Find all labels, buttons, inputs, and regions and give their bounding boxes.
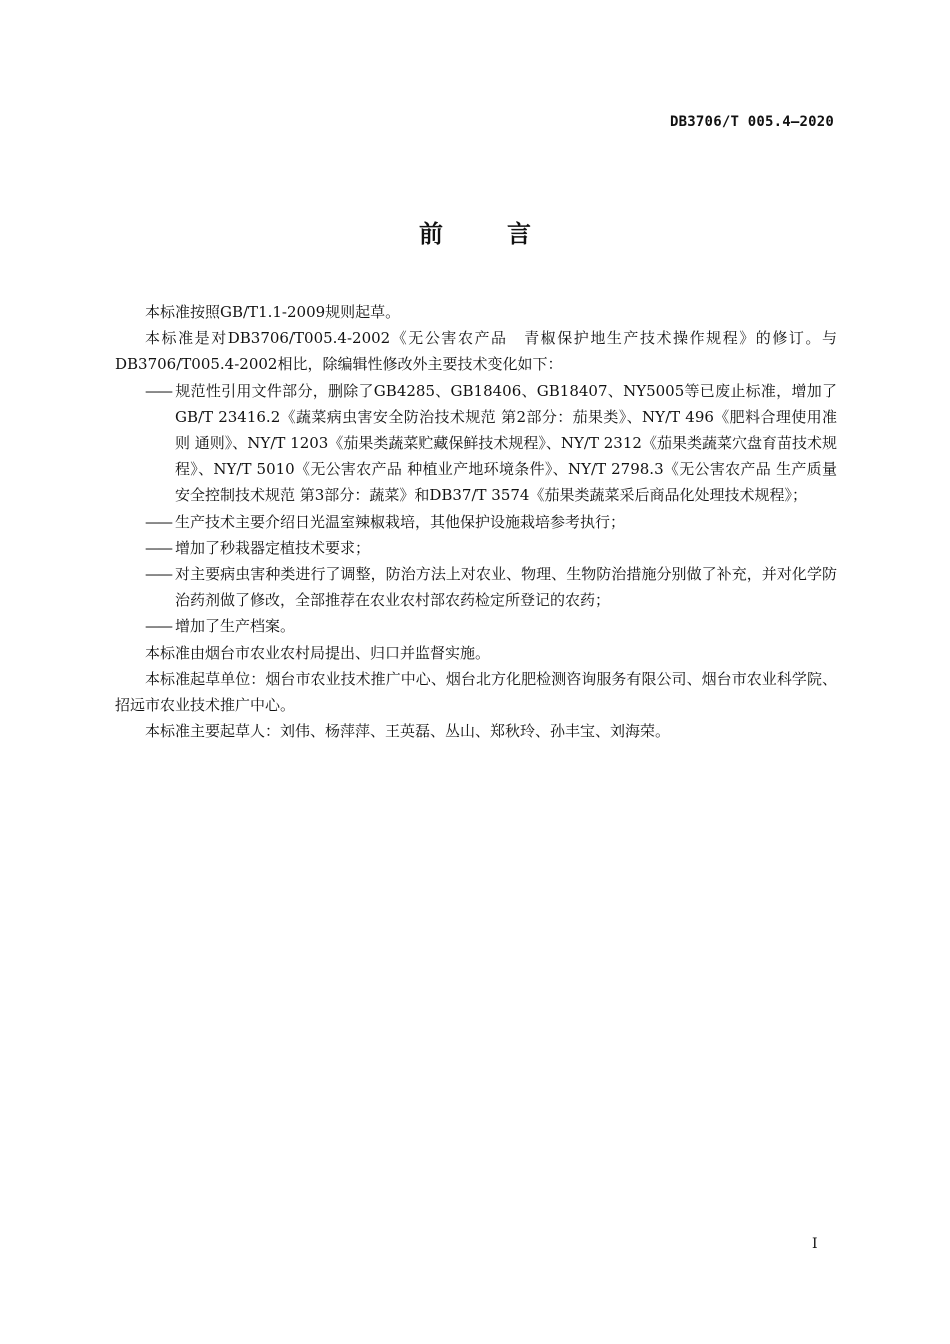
change-item bbox=[115, 561, 837, 613]
paragraph-drafting-units: 本标准起草单位：烟台市农业技术推广中心、烟台北方化肥检测咨询服务有限公司、烟台市农业科学院、招远市农业技术推广中心。 bbox=[115, 669, 837, 715]
paragraph-drafting-rule: 本标准按照GB/T1.1-2009规则起草。 bbox=[145, 303, 401, 321]
paragraph-revision-note: 本标准是对DB3706/T005.4-2002《无公害农产品 青椒保护地生产技术操作规程》的修订。与DB3706/T005.4-2002相比，除编辑性修改外主要技术变化如下： bbox=[115, 329, 837, 374]
title-char-2: 言 bbox=[507, 220, 531, 248]
item-dash: —— bbox=[145, 617, 171, 636]
item-dash: —— bbox=[145, 565, 171, 584]
change-item bbox=[115, 378, 837, 509]
item-dash: —— bbox=[145, 512, 171, 531]
page-title bbox=[0, 214, 950, 249]
item-text: 规范性引用文件部分，删除了GB4285、GB18406、GB18407、NY5005等已废止标准，增加了GB/T 23416.2《蔬菜病虫害安全防治技术规范 第2部分：茄果类》、NY/T 496《肥料合理使用准则 通则》、NY/T 1203《茄果类蔬菜贮藏保鲜技术规程》、NY/T 2312《茄果类蔬菜穴盘育苗技术规程》、NY/T 5010《无公害农产品 种植业产地环境条件》、NY/T 2798.3《无公害农产品 生产质量安全控制技术规范 第3部分：蔬菜》和DB37/T 3574《茄果类蔬菜采后商品化处理技术规程》； bbox=[175, 381, 837, 505]
document-code: DB3706/T 005.4—2020 bbox=[670, 114, 834, 130]
item-text: 对主要病虫害种类进行了调整，防治方法上对农业、物理、生物防治措施分别做了补充，并对化学防治药剂做了修改，全部推荐在农业农村部农药检定所登记的农药； bbox=[175, 565, 837, 610]
foreword-body bbox=[115, 299, 837, 744]
change-item bbox=[115, 535, 837, 561]
item-text: 生产技术主要介绍日光温室辣椒栽培，其他保护设施栽培参考执行； bbox=[175, 512, 626, 531]
change-item bbox=[115, 509, 837, 535]
title-char-1: 前 bbox=[419, 220, 443, 248]
item-dash: —— bbox=[145, 538, 171, 557]
item-dash: —— bbox=[145, 381, 171, 400]
paragraph-proposer: 本标准由烟台市农业农村局提出、归口并监督实施。 bbox=[145, 643, 491, 662]
change-item bbox=[115, 613, 837, 639]
item-text: 增加了生产档案。 bbox=[175, 617, 296, 636]
item-text: 增加了秒栽器定植技术要求； bbox=[175, 538, 371, 557]
page-number: I bbox=[812, 1236, 818, 1252]
paragraph-drafters: 本标准主要起草人：刘伟、杨萍萍、王英磊、丛山、郑秋玲、孙丰宝、刘海荣。 bbox=[145, 722, 671, 741]
